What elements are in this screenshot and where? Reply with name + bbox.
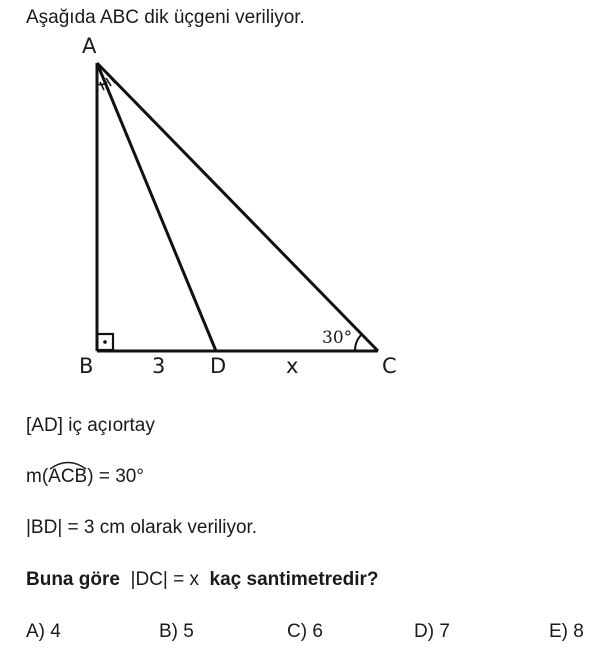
question-text [26, 569, 379, 591]
side-ac [97, 63, 378, 351]
given-length: |BD| = 3 cm olarak veriliyor. [26, 517, 258, 538]
bisector-ad [97, 63, 216, 351]
right-angle-dot [103, 340, 107, 344]
label-angle-c: 30° [322, 328, 353, 348]
label-dc: x [286, 354, 299, 378]
question-part1: Buna göre [26, 569, 120, 590]
given-bisector: [AD] iç açıortay [26, 415, 155, 436]
angle-name-wrap [48, 466, 87, 488]
label-d: D [210, 354, 227, 378]
question-part2: kaç santimetredir? [209, 569, 379, 590]
choice-e[interactable]: E) 8 [549, 621, 584, 642]
angle-prefix: m( [26, 466, 49, 487]
label-bd: 3 [152, 354, 166, 378]
given-angle [26, 466, 144, 488]
label-a: A [82, 34, 97, 58]
question-expr: |DC| = x [130, 569, 199, 590]
choice-d[interactable]: D) 7 [414, 621, 450, 642]
angle-name: ACB [48, 466, 88, 487]
angle-arc-c [355, 335, 361, 351]
angle-tick-a1 [100, 82, 104, 90]
angle-suffix: ) = 30° [87, 466, 144, 487]
choice-c[interactable]: C) 6 [287, 621, 323, 642]
angle-hat-arc [48, 458, 88, 470]
label-c: C [382, 354, 397, 378]
choice-a[interactable]: A) 4 [26, 621, 61, 642]
label-b: B [79, 354, 94, 378]
choice-b[interactable]: B) 5 [159, 621, 194, 642]
problem-intro: Aşağıda ABC dik üçgeni veriliyor. [26, 7, 305, 28]
